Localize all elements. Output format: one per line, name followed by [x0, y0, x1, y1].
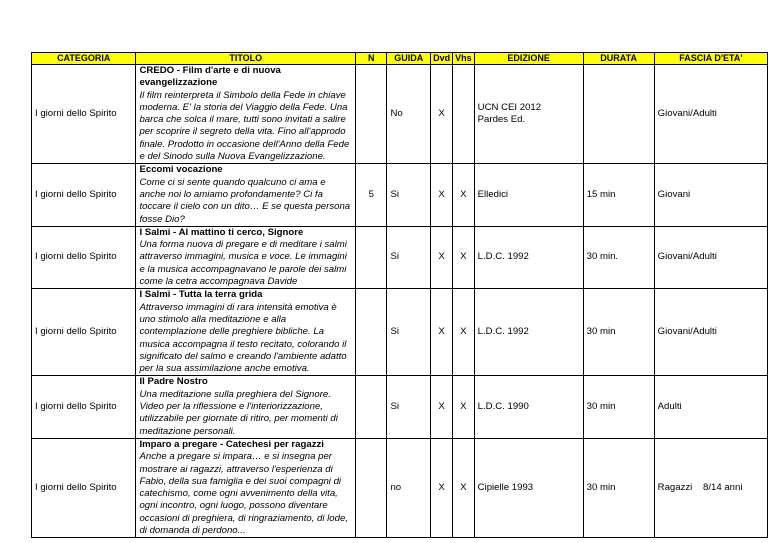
titolo-cell: [136, 65, 356, 164]
dvd-cell: X: [431, 289, 453, 376]
title-description: Attraverso immagini di rara intensità emotiva è uno stimolo alla meditazione e alla contemplazione delle preghiere bibliche. La musica accompagna il testo recitato, colorando il significato del salmo e creando l'ambiente adatto per la sua assimilazione anche emotiva.: [139, 301, 347, 375]
n-cell: [356, 289, 387, 376]
titolo-cell: [136, 226, 356, 288]
table-row: [32, 226, 768, 288]
title-description: Anche a pregare si impara… e si insegna per mostrare ai ragazzi, attraverso l'esperienza di Fabio, della sua famiglia e dei suoi compagni di catechismo, come ogni avvenimento della vita, ogni incontro, ogni luogo, possono diventare occasioni di preghiera, di ringraziamento, di lode, di domanda di perdono...: [139, 451, 348, 536]
durata-cell: 30 min: [583, 376, 654, 438]
categoria-cell: I giorni dello Spirito: [32, 376, 136, 438]
durata-cell: [583, 65, 654, 164]
header-fascia: FASCIA D'ETA': [654, 53, 767, 65]
titolo-cell: [136, 376, 356, 438]
catalog-table: [31, 52, 768, 538]
titolo-cell: [136, 164, 356, 226]
header-dvd: Dvd: [431, 53, 453, 65]
fascia-cell: Giovani/Adulti: [654, 289, 767, 376]
dvd-cell: X: [431, 438, 453, 537]
title-heading: Eccomi vocazione: [139, 164, 223, 176]
guida-cell: Si: [387, 226, 431, 288]
titolo-cell: [136, 438, 356, 537]
header-vhs: Vhs: [453, 53, 475, 65]
title-heading: Imparo a pregare - Catechesi per ragazzi: [139, 438, 324, 450]
edizione-cell: UCN CEI 2012 Pardes Ed.: [474, 65, 583, 164]
durata-cell: 30 min: [583, 438, 654, 537]
vhs-cell: X: [453, 289, 475, 376]
header-durata: DURATA: [583, 53, 654, 65]
n-cell: [356, 438, 387, 537]
table-row: [32, 289, 768, 376]
fascia-cell: Giovani/Adulti: [654, 65, 767, 164]
n-cell: [356, 65, 387, 164]
title-heading: Il Padre Nostro: [139, 376, 208, 388]
n-cell: 5: [356, 164, 387, 226]
header-categoria: CATEGORIA: [32, 53, 136, 65]
title-description: Una forma nuova di pregare e di meditare i salmi attraverso immagini, musica e voce. Le immagini e la musica accompagnavano le parole dei salmi come la cetra accompagnava Davide: [139, 239, 347, 288]
table-row: [32, 65, 768, 164]
vhs-cell: X: [453, 226, 475, 288]
guida-cell: No: [387, 65, 431, 164]
n-cell: [356, 226, 387, 288]
title-heading: I Salmi - Tutta la terra grida: [139, 289, 263, 301]
header-titolo: TITOLO: [136, 53, 356, 65]
durata-cell: 15 min: [583, 164, 654, 226]
edizione-cell: L.D.C. 1992: [474, 226, 583, 288]
fascia-cell: Giovani/Adulti: [654, 226, 767, 288]
dvd-cell: X: [431, 65, 453, 164]
table-row: [32, 164, 768, 226]
edizione-cell: Elledici: [474, 164, 583, 226]
edizione-cell: Cipielle 1993: [474, 438, 583, 537]
title-description: Il film reinterpreta il Simbolo della Fede in chiave moderna. E' la storia del Viaggio della Fede. Una barca che solca il mare, tutti sono invitati a salire per scoprire il segreto della vita. Fino all'approdo finale. Prodotto in occasione dell'Anno della Fede e del Sinodo sulla Nuova Evangelizzazione.: [139, 89, 350, 163]
edizione-cell: L.D.C. 1992: [474, 289, 583, 376]
fascia-cell: Adulti: [654, 376, 767, 438]
title-description: Una meditazione sulla preghiera del Signore. Video per la riflessione e l'interiorizzazione, utilizzabile per giornate di ritiro, per momenti di meditazione personali.: [139, 388, 338, 437]
n-cell: [356, 376, 387, 438]
dvd-cell: X: [431, 226, 453, 288]
vhs-cell: X: [453, 438, 475, 537]
categoria-cell: I giorni dello Spirito: [32, 65, 136, 164]
categoria-cell: I giorni dello Spirito: [32, 438, 136, 537]
categoria-cell: I giorni dello Spirito: [32, 289, 136, 376]
title-heading: CREDO - Film d'arte e di nuova evangelizzazione: [139, 65, 281, 89]
titolo-cell: [136, 289, 356, 376]
vhs-cell: X: [453, 164, 475, 226]
guida-cell: Si: [387, 164, 431, 226]
header-guida: GUIDA: [387, 53, 431, 65]
durata-cell: 30 min.: [583, 226, 654, 288]
vhs-cell: [453, 65, 475, 164]
dvd-cell: X: [431, 376, 453, 438]
edizione-cell: L.D.C. 1990: [474, 376, 583, 438]
header-n: N: [356, 53, 387, 65]
fascia-cell: Giovani: [654, 164, 767, 226]
header-edizione: EDIZIONE: [474, 53, 583, 65]
guida-cell: no: [387, 438, 431, 537]
categoria-cell: I giorni dello Spirito: [32, 164, 136, 226]
title-heading: I Salmi - Al mattino ti cerco, Signore: [139, 226, 304, 238]
fascia-cell: Ragazzi 8/14 anni: [654, 438, 767, 537]
guida-cell: Si: [387, 376, 431, 438]
table-row: [32, 376, 768, 438]
dvd-cell: X: [431, 164, 453, 226]
vhs-cell: X: [453, 376, 475, 438]
header-row: [32, 53, 768, 65]
categoria-cell: I giorni dello Spirito: [32, 226, 136, 288]
title-description: Come ci si sente quando qualcuno ci ama e anche noi lo amiamo profondamente? Ci fa toccare il cielo con un dito… E se questa persona fosse Dio?: [139, 176, 351, 225]
table-row: [32, 438, 768, 537]
durata-cell: 30 min: [583, 289, 654, 376]
guida-cell: Si: [387, 289, 431, 376]
